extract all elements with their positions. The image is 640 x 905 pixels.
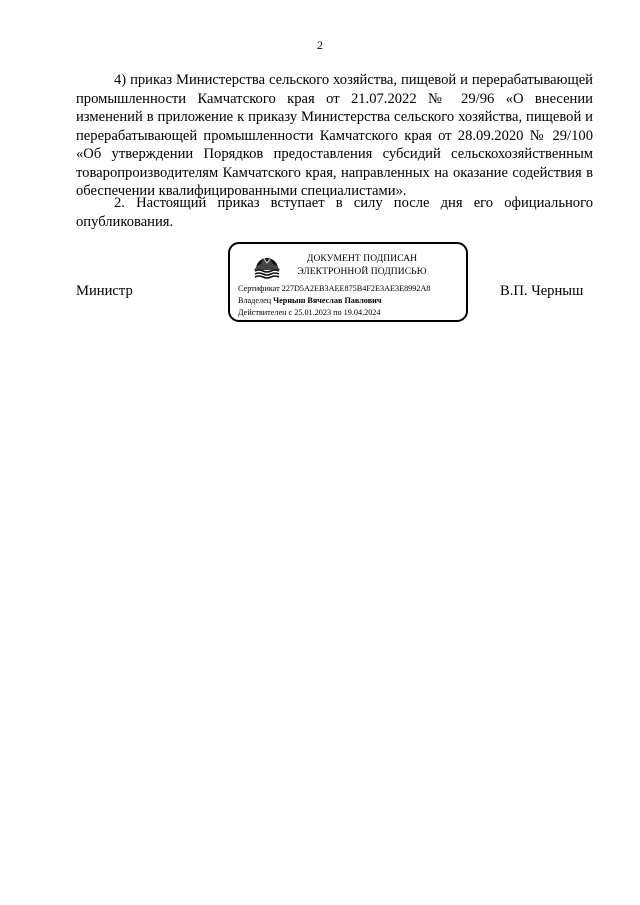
valid-prefix: Действителен [238, 308, 287, 317]
stamp-certificate-line [238, 284, 430, 294]
stamp-validity-line [238, 308, 380, 318]
owner-value: Черныш Вячеслав Павлович [273, 296, 382, 305]
stamp-heading-line-1: ДОКУМЕНТ ПОДПИСАН [306, 254, 418, 264]
stamp-heading-line-2: ЭЛЕКТРОННОЙ ПОДПИСЬЮ [297, 266, 427, 277]
valid-from-label: с [288, 308, 293, 317]
kamchatka-emblem-icon [252, 252, 282, 282]
paragraph-item-4: 4) приказ Министерства сельского хозяйства, пищевой и перерабатывающей промышленности Камчатского края от 21.07.2022 № 29/96 «О внесении изменений в приложение к приказу Министерства сельского хозяйства, пищевой и перерабатывающей промышленности Камчатского края от 28.09.2020 № 29/100 «Об утверждении Порядков предоставления субсидий сельскохозяйственным товаропроизводителям Камчатского края, направленных на оказание содействия в обеспечении квалифицированными специалистами». [76, 72, 593, 199]
valid-from-date: 25.01.2023 [294, 308, 332, 317]
electronic-signature-stamp [228, 242, 468, 322]
stamp-owner-line [238, 296, 381, 306]
valid-to-date: 19.04.2024 [343, 308, 381, 317]
paragraph-item-2: 2. Настоящий приказ вступает в силу после дня его официального опубликования. [76, 195, 593, 230]
signatory-position: Министр [76, 283, 133, 299]
page-number: 2 [317, 38, 323, 52]
signer-name: В.П. Черныш [500, 283, 584, 299]
owner-label: Владелец [238, 296, 272, 305]
valid-to-label: по [333, 308, 342, 317]
certificate-label: Сертификат [238, 284, 280, 293]
certificate-value: 227D5A2EB3AEE875B4F2E3AE3E8992A8 [281, 284, 431, 293]
stamp-heading [290, 253, 434, 278]
